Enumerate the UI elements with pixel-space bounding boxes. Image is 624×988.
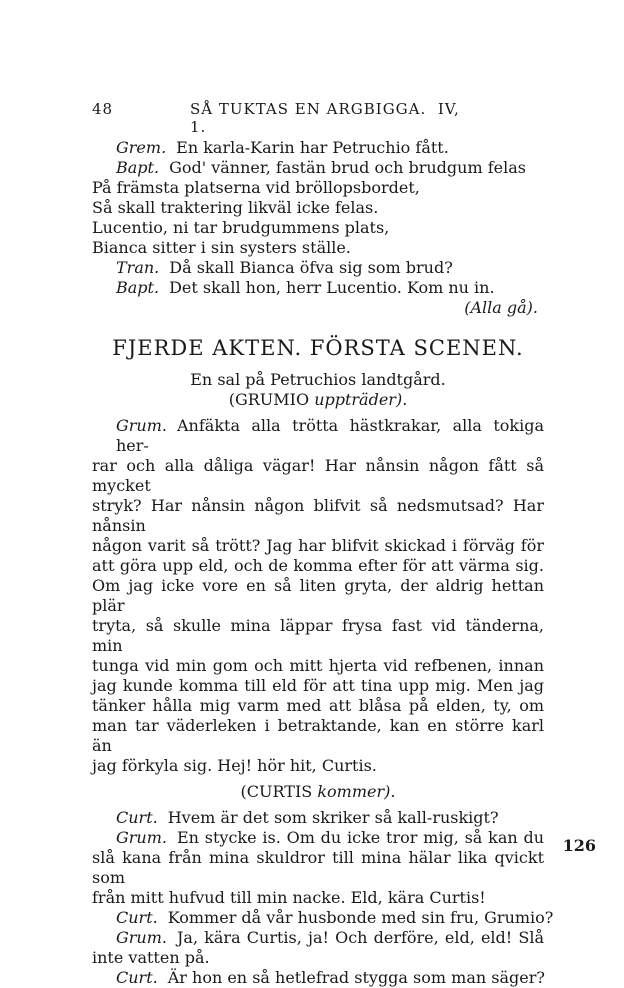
stage-direction-entrance: (GRUMIO uppträder). [228, 390, 408, 409]
speaker-name: Grum. [116, 928, 167, 947]
prose-line: från mitt hufvud till min nacke. Eld, kära Curtis! [92, 888, 486, 907]
prose-line: Om jag icke vore en så liten gryta, der aldrig hettan plär [92, 576, 544, 615]
prose-line: stryk? Har nånsin någon blifvit så nedsmutsad? Har nånsin [92, 496, 544, 535]
speaker-name: Curt. [116, 808, 158, 827]
running-title [190, 100, 472, 136]
verse-line: På främsta platserna vid bröllopsbordet, [92, 178, 420, 197]
dialogue-line [92, 808, 544, 828]
dialogue-line [92, 158, 544, 178]
prose-text: Anfäkta alla trötta hästkrakar, alla tokiga her- [116, 416, 544, 455]
prose-line: slå kana från mina skuldror till mina hälar lika qvickt som [92, 848, 544, 887]
speaker-name: Curt. [116, 968, 158, 987]
speaker-name: Grum. [116, 828, 167, 847]
dialogue-text: Ja, kära Curtis, ja! Och derföre, eld, eld! Slå [177, 928, 544, 947]
dialogue-text: En karla-Karin har Petruchio fått. [176, 138, 449, 157]
prose-line: tänker hålla mig varm med att blåsa på elden, ty, om [92, 696, 544, 715]
signature-mark: 126 [562, 836, 596, 855]
final-dialogue [92, 808, 554, 988]
prose-line: att göra upp eld, och de komma efter för att värma sig. [92, 556, 544, 575]
grumio-speech [92, 416, 544, 776]
character-name: CURTIS [246, 782, 313, 801]
prose-line [92, 416, 544, 456]
prose-line: jag förkyla sig. Hej! hör hit, Curtis. [92, 756, 377, 775]
speaker-name: Bapt. [116, 278, 160, 297]
prose-line: tryta, så skulle mina läppar frysa fast vid tänderna, min [92, 616, 544, 655]
stage-action: kommer). [317, 782, 396, 801]
verse-line: Så skall traktering likväl icke felas. [92, 198, 379, 217]
verse-line: Lucentio, ni tar brudgummens plats, [92, 218, 390, 237]
dialogue-line [92, 138, 544, 158]
dialogue-text: Då skall Bianca öfva sig som brud? [169, 258, 453, 277]
speaker-name: Curt. [116, 908, 158, 927]
dialogue-line [92, 258, 544, 278]
dialogue-text: Hvem är det som skriker så kall-ruskigt? [167, 808, 499, 827]
top-dialogue [92, 138, 544, 318]
prose-line: jag kunde komma till eld för att tina upp mig. Men jag [92, 676, 544, 695]
speaker-name: Grem. [116, 138, 167, 157]
running-title-text: SÅ TUKTAS EN ARGBIGGA. [190, 100, 427, 118]
page-number: 48 [92, 100, 114, 118]
prose-line: man tar väderleken i betraktande, kan en större karl än [92, 716, 544, 755]
stage-direction-exit: (Alla gå). [464, 298, 538, 317]
dialogue-text: En stycke is. Om du icke tror mig, så kan du [177, 828, 544, 847]
prose-line: rar och alla dåliga vägar! Har nånsin någon fått så mycket [92, 456, 544, 495]
dialogue-line [92, 968, 544, 988]
character-name: GRUMIO [234, 390, 310, 409]
act-scene-ref: IV, 1. [190, 100, 460, 136]
prose-line: någon varit så trött? Jag har blifvit skickad i förväg för [92, 536, 544, 555]
dialogue-text: Är hon en så hetlefrad stygga som man säger? [167, 968, 545, 987]
stage-action: uppträder). [314, 390, 408, 409]
page-body [92, 138, 554, 988]
speaker-name: Bapt. [116, 158, 160, 177]
dialogue-line [92, 828, 544, 848]
speaker-name: Grum. [116, 416, 167, 435]
dialogue-line [92, 908, 554, 928]
dialogue-text: Det skall hon, herr Lucentio. Kom nu in. [169, 278, 495, 297]
prose-line: tunga vid min gom och mitt hjerta vid refbenen, innan [92, 656, 544, 675]
dialogue-text: Kommer då vår husbonde med sin fru, Grumio? [167, 908, 554, 927]
act-heading: FJERDE AKTEN. FÖRSTA SCENEN. [112, 336, 524, 360]
dialogue-line [92, 278, 544, 298]
stage-direction-entrance: (CURTIS kommer). [240, 782, 396, 801]
speaker-name: Tran. [116, 258, 160, 277]
dialogue-line [92, 928, 544, 948]
verse-line: Bianca sitter i sin systers ställe. [92, 238, 351, 257]
scene-location: En sal på Petruchios landtgård. [190, 370, 446, 389]
dialogue-text: God' vänner, fastän brud och brudgum felas [169, 158, 526, 177]
prose-line: inte vatten på. [92, 948, 210, 967]
